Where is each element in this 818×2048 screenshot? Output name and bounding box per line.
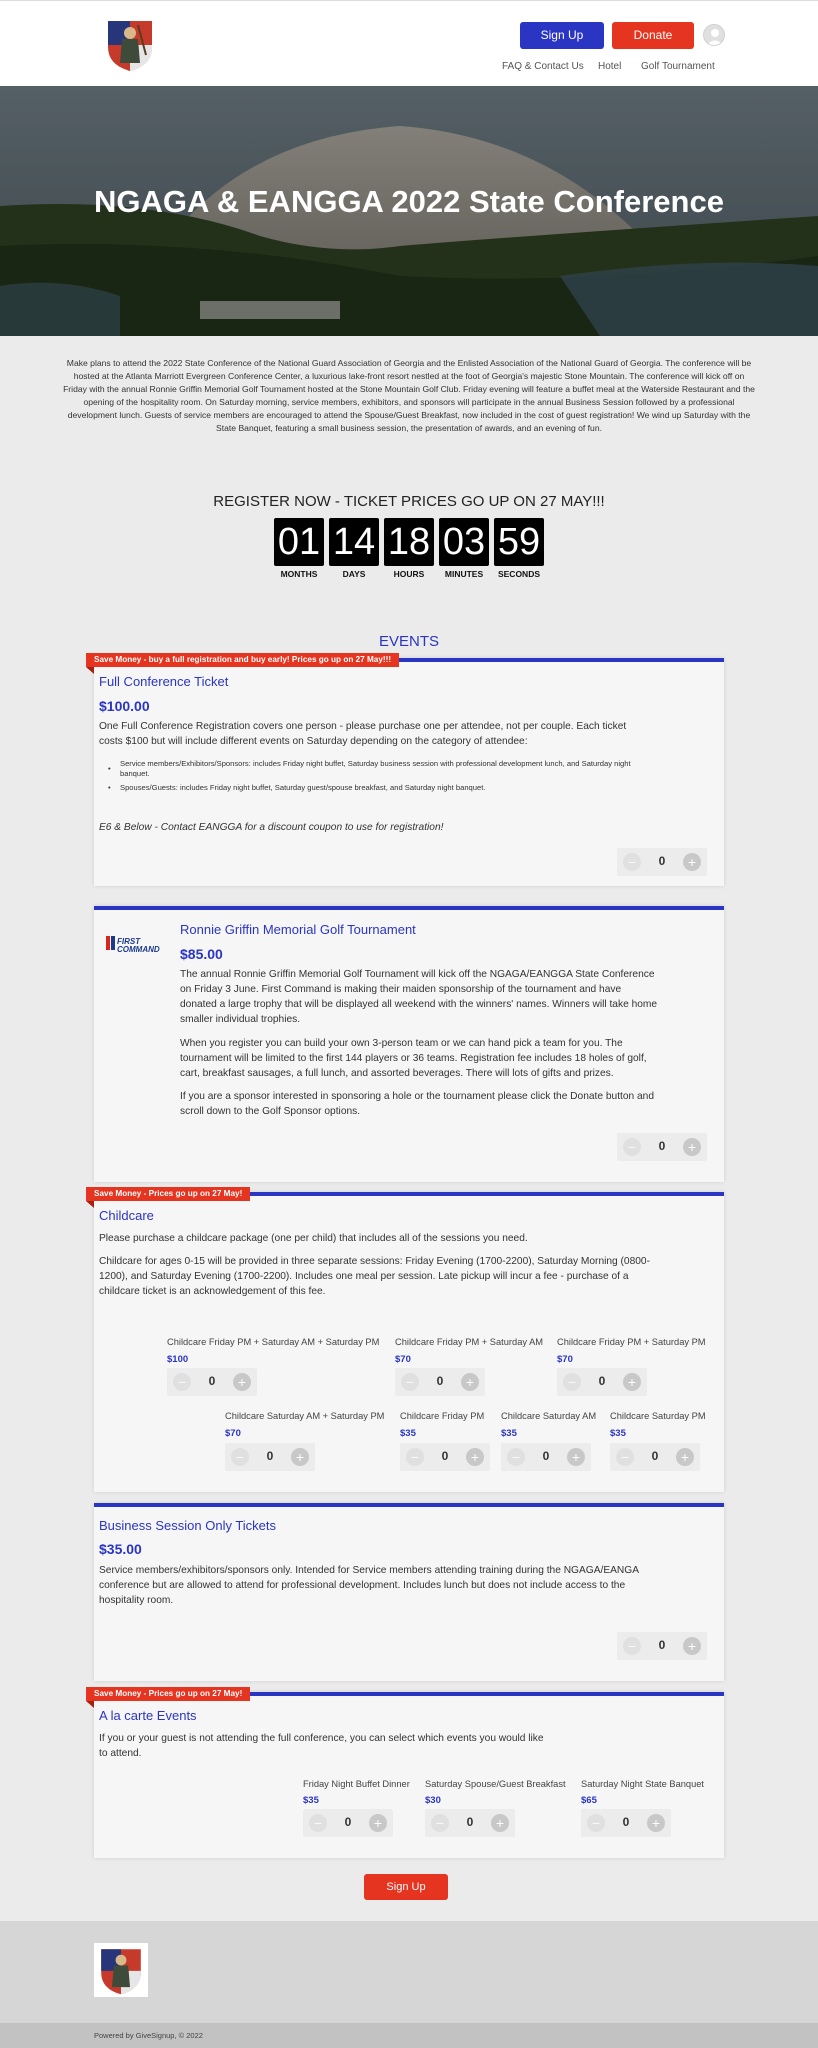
quantity-value[interactable]: 0 xyxy=(598,1374,606,1388)
first-command-logo xyxy=(104,928,168,960)
option-price: $70 xyxy=(557,1354,573,1365)
minus-icon[interactable]: − xyxy=(623,853,641,871)
quantity-stepper xyxy=(557,1368,647,1396)
countdown-title: REGISTER NOW - TICKET PRICES GO UP ON 27 MAY!!! xyxy=(213,493,605,510)
event-title[interactable]: Business Session Only Tickets xyxy=(99,1518,277,1533)
option-price: $65 xyxy=(581,1795,597,1806)
quantity-stepper xyxy=(225,1443,315,1471)
event-description: Please purchase a childcare package (one per child) that includes all of the sessions you need. xyxy=(99,1233,528,1244)
discount-note: E6 & Below - Contact EANGGA for a discount coupon to use for registration! xyxy=(99,822,444,833)
user-avatar-icon[interactable] xyxy=(703,24,725,46)
event-price: $100.00 xyxy=(99,698,150,714)
event-description: Service members/exhibitors/sponsors only. Intended for Service members attending training during the NGAGA/EANGA conference but are allowed to attend for professional development. Includes lunch but does not include access to the hospitality room. xyxy=(99,1565,639,1606)
countdown-hours-value: 18 xyxy=(384,518,434,566)
event-title[interactable]: Ronnie Griffin Memorial Golf Tournament xyxy=(180,922,416,937)
event-description: When you register you can build your own 3-person team or we can hand pick a team for you. The tournament will be limited to the first 144 players or 36 teams. Registration fee includes 18 holes of golf, cart, breakfast sausages, a full lunch, and assorted beverages. There will lots of gifts and prizes. xyxy=(180,1038,647,1079)
hero-banner xyxy=(0,86,818,336)
minus-icon[interactable]: − xyxy=(309,1814,327,1832)
plus-icon[interactable]: + xyxy=(233,1373,251,1391)
option-price: $35 xyxy=(610,1428,626,1439)
nav-golf-tournament[interactable]: Golf Tournament xyxy=(641,61,715,72)
option-label: Friday Night Buffet Dinner xyxy=(303,1779,410,1789)
ribbon-fold xyxy=(86,1701,94,1708)
association-logo[interactable] xyxy=(100,15,160,73)
option-label: Childcare Friday PM xyxy=(400,1411,485,1421)
event-title[interactable]: Childcare xyxy=(99,1208,154,1223)
intro-paragraph: Make plans to attend the 2022 State Conference of the National Guard Association of Georgia and the Enlisted Association of the National Guard of Georgia. The conference will be hosted at the Atlanta Marriott Evergreen Conference Center, a luxurious lake-front resort nestled at the foot of Georgia's majestic Stone Mountain. The conference will kick off on Friday with the annual Ronnie Griffin Memorial Golf Tournament hosted at the Stone Mountain Golf Club. Friday evening will feature a buffet meal at the Waterside Restaurant and the opening of the hospitality room. On Saturday morning, service members, exhibitors, and sponsors will participate in the annual Business Session followed by a professional development lunch. Guests of service members are encouraged to attend the Spouse/Guest Breakfast, now included in the cost of guest registration! We wind up Saturday with the State Banquet, featuring a small business session, the presentation of awards, and an evening of fun. xyxy=(63,358,755,433)
plus-icon[interactable]: + xyxy=(683,1637,701,1655)
minus-icon[interactable]: − xyxy=(431,1814,449,1832)
plus-icon[interactable]: + xyxy=(491,1814,509,1832)
minus-icon[interactable]: − xyxy=(231,1448,249,1466)
svg-text:FIRST: FIRST xyxy=(117,937,141,946)
plus-icon[interactable]: + xyxy=(683,853,701,871)
plus-icon[interactable]: + xyxy=(291,1448,309,1466)
sign-up-button[interactable]: Sign Up xyxy=(520,22,604,49)
quantity-stepper xyxy=(167,1368,257,1396)
donate-button[interactable]: Donate xyxy=(612,22,694,49)
plus-icon[interactable]: + xyxy=(369,1814,387,1832)
option-label: Saturday Spouse/Guest Breakfast xyxy=(425,1779,566,1789)
plus-icon[interactable]: + xyxy=(623,1373,641,1391)
option-price: $35 xyxy=(303,1795,319,1806)
quantity-stepper xyxy=(501,1443,591,1471)
hero-title: NGAGA & EANGGA 2022 State Conference xyxy=(94,184,724,219)
countdown-months-value: 01 xyxy=(274,518,324,566)
event-description: One Full Conference Registration covers one person - please purchase one per attendee, not per couple. Each ticket costs $100 but will include different events on Saturday depending on the category of attendee: xyxy=(99,721,627,747)
event-description: The annual Ronnie Griffin Memorial Golf Tournament will kick off the NGAGA/EANGGA State Conference on Friday 3 June. First Command is making their maiden sponsorship of the tournament and have donated a large trophy that will be displayed all weekend with the winners' names. Winners will take home smaller individual trophies. xyxy=(180,969,658,1025)
quantity-stepper xyxy=(395,1368,485,1396)
minus-icon[interactable]: − xyxy=(406,1448,424,1466)
event-bullet: Service members/Exhibitors/Sponsors: includes Friday night buffet, Saturday business session with professional development lunch, and Saturday night banquet. xyxy=(120,759,631,778)
nav-faq-contact[interactable]: FAQ & Contact Us xyxy=(502,61,584,72)
quantity-value[interactable]: 0 xyxy=(651,1449,659,1463)
plus-icon[interactable]: + xyxy=(461,1373,479,1391)
countdown-minutes-value: 03 xyxy=(439,518,489,566)
option-price: $30 xyxy=(425,1795,441,1806)
option-label: Childcare Saturday AM xyxy=(501,1411,597,1421)
option-label: Childcare Friday PM + Saturday AM + Saturday PM xyxy=(167,1337,380,1347)
minus-icon[interactable]: − xyxy=(563,1373,581,1391)
option-price: $100 xyxy=(167,1354,189,1365)
event-title[interactable]: Full Conference Ticket xyxy=(99,674,229,689)
countdown-seconds-value: 59 xyxy=(494,518,544,566)
quantity-value[interactable]: 0 xyxy=(344,1815,352,1829)
option-label: Childcare Saturday PM xyxy=(610,1411,706,1421)
quantity-stepper xyxy=(400,1443,490,1471)
footer-logo[interactable] xyxy=(94,1943,148,1997)
quantity-value[interactable]: 0 xyxy=(441,1449,449,1463)
event-description: If you are a sponsor interested in sponsoring a hole or the tournament please click the Donate button and scroll down to the Golf Sponsor options. xyxy=(180,1091,655,1117)
save-money-ribbon: Save Money - Prices go up on 27 May! xyxy=(86,1187,250,1201)
quantity-stepper xyxy=(617,848,707,876)
quantity-stepper xyxy=(581,1809,671,1837)
option-price: $35 xyxy=(501,1428,517,1439)
site-header xyxy=(0,0,818,86)
option-price: $70 xyxy=(395,1354,411,1365)
minus-icon[interactable]: − xyxy=(623,1637,641,1655)
quantity-value[interactable]: 0 xyxy=(658,1139,666,1153)
svg-text:COMMAND: COMMAND xyxy=(117,945,160,954)
plus-icon[interactable]: + xyxy=(676,1448,694,1466)
quantity-value[interactable]: 0 xyxy=(266,1449,274,1463)
minus-icon[interactable]: − xyxy=(401,1373,419,1391)
quantity-value[interactable]: 0 xyxy=(466,1815,474,1829)
powered-by-text[interactable]: Powered by GiveSignup, © 2022 xyxy=(94,2031,203,2040)
quantity-value[interactable]: 0 xyxy=(658,1638,666,1652)
event-bullet-list: • Service members/Exhibitors/Sponsors: includes Friday night buffet, Saturday business session with professional development lunch, and Saturday night banquet. • Spouses/Guests: includes Friday night buffet, Saturday guest/spouse breakfast, and Saturday night banquet. xyxy=(108,759,631,792)
quantity-value[interactable]: 0 xyxy=(542,1449,550,1463)
plus-icon[interactable]: + xyxy=(683,1138,701,1156)
countdown-days-label: DAYS xyxy=(342,569,366,579)
save-money-ribbon: Save Money - Prices go up on 27 May! xyxy=(86,1687,250,1701)
countdown-minutes-label: MINUTES xyxy=(444,569,484,579)
ribbon-fold xyxy=(86,667,94,674)
sign-up-bottom-button[interactable]: Sign Up xyxy=(364,1874,448,1900)
minus-icon[interactable]: − xyxy=(173,1373,191,1391)
countdown-days-value: 14 xyxy=(329,518,379,566)
option-label: Childcare Friday PM + Saturday AM xyxy=(395,1337,544,1347)
ribbon-fold xyxy=(86,1201,94,1208)
countdown-seconds-label: SECONDS xyxy=(497,569,541,579)
quantity-stepper xyxy=(610,1443,700,1471)
quantity-stepper xyxy=(617,1632,707,1660)
quantity-stepper xyxy=(425,1809,515,1837)
plus-icon[interactable]: + xyxy=(567,1448,585,1466)
option-price: $70 xyxy=(225,1428,241,1439)
minus-icon[interactable]: − xyxy=(616,1448,634,1466)
event-title[interactable]: A la carte Events xyxy=(99,1708,197,1723)
quantity-value[interactable]: 0 xyxy=(208,1374,216,1388)
option-price: $35 xyxy=(400,1428,416,1439)
minus-icon[interactable]: − xyxy=(587,1814,605,1832)
plus-icon[interactable]: + xyxy=(466,1448,484,1466)
event-bullet: Spouses/Guests: includes Friday night buffet, Saturday guest/spouse breakfast, and Saturday night banquet. xyxy=(120,783,486,792)
countdown-hours-label: HOURS xyxy=(393,569,425,579)
countdown-months-label: MONTHS xyxy=(280,569,318,579)
minus-icon[interactable]: − xyxy=(507,1448,525,1466)
quantity-value[interactable]: 0 xyxy=(436,1374,444,1388)
minus-icon[interactable]: − xyxy=(623,1138,641,1156)
save-money-ribbon: Save Money - buy a full registration and buy early! Prices go up on 27 May!!! xyxy=(86,653,399,667)
event-description: Childcare for ages 0-15 will be provided in three separate sessions: Friday Evening (1700-2200), Saturday Morning (0800-1200), and Saturday Evening (1700-2200). Includes one meal per session. Late pickup will incur a fee - purchase of a childcare ticket is an acknowledgement of this fee. xyxy=(99,1256,650,1297)
option-label: Childcare Saturday AM + Saturday PM xyxy=(225,1411,385,1421)
plus-icon[interactable]: + xyxy=(647,1814,665,1832)
option-label: Saturday Night State Banquet xyxy=(581,1779,705,1789)
quantity-value[interactable]: 0 xyxy=(658,854,666,868)
event-price: $35.00 xyxy=(99,1541,142,1557)
events-heading: EVENTS xyxy=(378,633,439,650)
event-price: $85.00 xyxy=(180,946,223,962)
quantity-stepper xyxy=(303,1809,393,1837)
quantity-value[interactable]: 0 xyxy=(622,1815,630,1829)
event-description: If you or your guest is not attending the full conference, you can select which events you would like to attend. xyxy=(99,1733,544,1759)
option-label: Childcare Friday PM + Saturday PM xyxy=(557,1337,706,1347)
nav-hotel[interactable]: Hotel xyxy=(598,61,622,72)
quantity-stepper xyxy=(617,1133,707,1161)
